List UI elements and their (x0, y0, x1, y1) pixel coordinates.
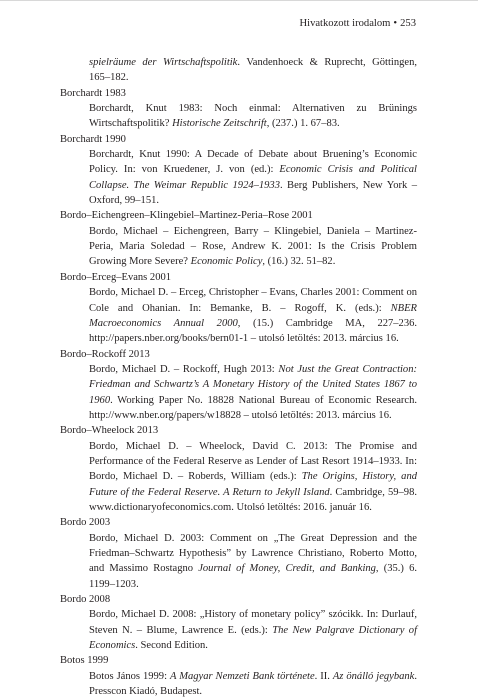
entry-key: Bordo–Rockoff 2013 (60, 348, 150, 360)
bibliography-list (60, 55, 417, 699)
citation-text: , (16.) 32. 51–82. (262, 256, 336, 268)
citation-text: , (237.) 1. 67–83. (266, 118, 340, 130)
top-border (0, 0, 478, 1)
bibliography-entry (60, 208, 417, 269)
citation-title: Economic Policy (190, 256, 263, 268)
entry-key: Bordo 2008 (60, 594, 111, 606)
citation-text: . Cambridge, 59–98. www.dictionaryofeconomics.com. Utolsó letöltés: 2016. január 16. (89, 486, 417, 513)
citation-title: The New Palgrave Dictionary of Economics (89, 624, 417, 652)
entry-key: Botos 1999 (60, 655, 109, 667)
citation-text: Bordo, Michael D. – Erceg, Christopher – Evans, Charles 2001: Comment on Cole and Ohanian. In: Bemanke, B. – Rogoff, K. (eds.): (89, 287, 417, 314)
entry-citation (60, 531, 417, 592)
entry-citation (60, 669, 417, 699)
entry-key: Bordo–Eichengreen–Klingebiel–Martinez-Peria–Rose 2001 (60, 210, 313, 222)
bibliography-entry (60, 515, 417, 592)
page-number: 253 (400, 18, 416, 29)
citation-text: . Vandenhoeck & Ruprecht, Göttingen, 165–182. (89, 57, 417, 84)
citation-title: The Origins, History, and Future of the Federal Reserve. A Return to Jekyll Island (89, 471, 417, 498)
bibliography-entry (60, 270, 417, 347)
citation-title: Not Just the Great Contraction: Friedman and Schwartz’s A Monetary History of the United States 1867 to 1960 (89, 363, 417, 406)
citation-title: Az önálló jegybank (332, 670, 415, 682)
citation-text: . Presscon Kiadó, Budapest. (89, 670, 417, 698)
running-head (299, 17, 416, 31)
entry-key: Borchardt 1983 (60, 87, 126, 99)
entry-key: Bordo 2003 (60, 517, 111, 529)
citation-text: Botos János 1999: (89, 670, 170, 682)
citation-title: NBER Macroeconomics Annual 2000 (89, 302, 417, 329)
citation-title: A Magyar Nemzeti Bank története (169, 670, 315, 682)
bullet-separator: • (393, 18, 398, 29)
entry-citation (60, 55, 417, 86)
citation-title: Journal of Money, Credit, and Banking (198, 563, 376, 575)
citation-text: Bordo, Michael D. 2003: Comment on „The Great Depression and the Friedman–Schwartz Hypothesis” by Lawrence Christiano, Roberto Motto, and Massimo Rostagno (89, 532, 417, 575)
entry-citation (60, 439, 417, 516)
bibliography-entry (60, 132, 417, 209)
entry-citation (60, 362, 417, 423)
entry-citation (60, 607, 417, 653)
citation-text: Bordo, Michael – Eichengreen, Barry – Klingebiel, Daniela – Martinez-Peria, Maria Soledad – Rose, Andrew K. 2001: Is the Crisis Problem Growing More Severe? (89, 225, 417, 268)
entry-citation (60, 147, 417, 208)
citation-title: spielräume der Wirtschaftspolitik (89, 57, 238, 68)
entry-citation (60, 101, 417, 132)
citation-title: Historische Zeitschrift (172, 118, 267, 130)
entry-key: Borchardt 1990 (60, 133, 126, 145)
citation-text: Borchardt, Knut 1990: A Decade of Debate about Bruening’s Economic Policy. In: von Kruedener, J. von (ed.): (89, 149, 417, 176)
entry-key: Bordo–Wheelock 2013 (60, 425, 159, 437)
citation-text: Bordo, Michael D. – Rockoff, Hugh 2013: (89, 363, 279, 375)
bibliography-entry (60, 86, 417, 132)
citation-text: , (15.) Cambridge MA, 227–236. http://papers.nber.org/books/bern01-1 – utolsó letöltés: 2013. március 16. (89, 317, 417, 345)
bibliography-entry (60, 55, 417, 86)
bibliography-entry (60, 592, 417, 653)
entry-citation (60, 285, 417, 346)
citation-text: . Working Paper No. 18828 National Bureau of Economic Research. http://www.nber.org/papers/w18828 – utolsó letöltés: 2013. március 16. (89, 394, 417, 421)
citation-text: . Second Edition. (135, 640, 208, 652)
citation-title: Economic Crisis and Political Collapse. The Weimar Republic 1924–1933 (89, 164, 417, 191)
citation-text: . II. (314, 670, 333, 682)
citation-text: Borchardt, Knut 1983: Noch einmal: Alternativen zu Brünings Wirtschaftspolitik? (89, 103, 417, 130)
citation-text: . Berg Publishers, New York – Oxford, 99–151. (89, 179, 417, 207)
citation-text: Bordo, Michael D. – Wheelock, David C. 2013: The Promise and Performance of the Federal Reserve as Lender of Last Resort 1914–1933. In: Bordo, Michael D. – Roberds, William (eds.): (89, 440, 417, 483)
section-title: Hivatkozott irodalom (299, 18, 391, 29)
bibliography-entry (60, 347, 417, 424)
entry-citation (60, 224, 417, 270)
citation-text: , (35.) 6. 1199–1203. (89, 563, 417, 590)
entry-key: Bordo–Erceg–Evans 2001 (60, 271, 172, 283)
citation-text: Bordo, Michael D. 2008: „History of monetary policy” szócikk. In: Durlauf, Steven N. – Blume, Lawrence E. (eds.): (89, 609, 417, 636)
bibliography-entry (60, 653, 417, 699)
bibliography-entry (60, 423, 417, 515)
